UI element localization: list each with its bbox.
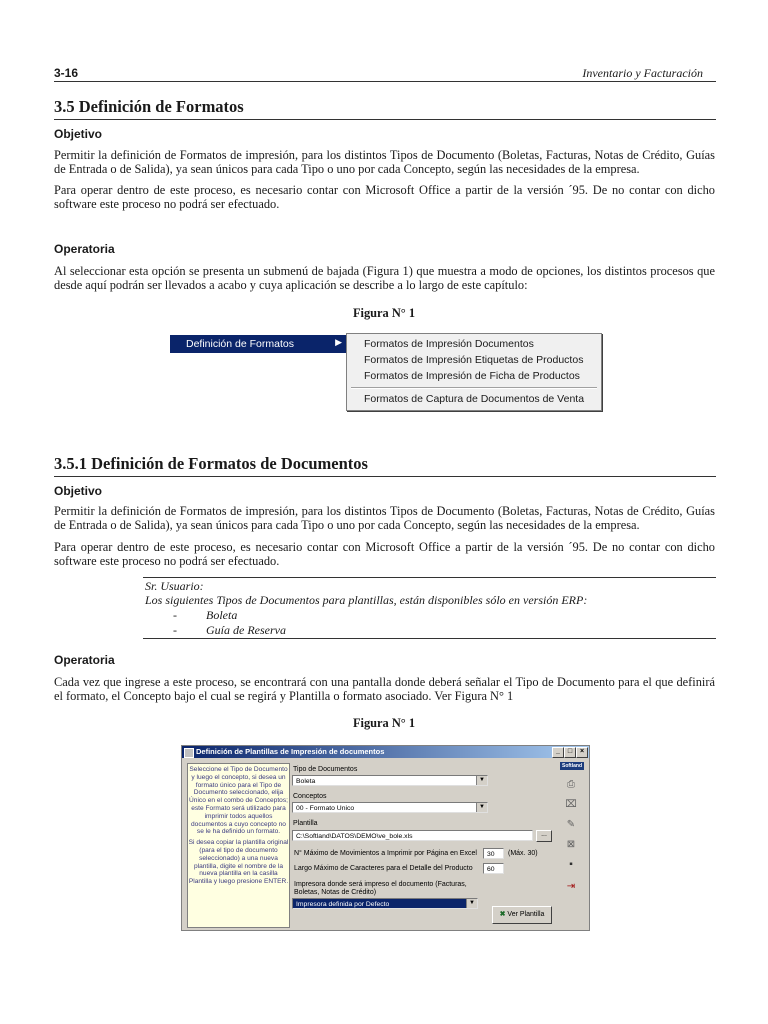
maximize-icon[interactable]: □: [564, 747, 576, 758]
chevron-down-icon[interactable]: ▼: [476, 803, 487, 812]
dialog-titlebar: [182, 746, 589, 758]
submenu-item[interactable]: Formatos de Impresión de Ficha de Productos: [364, 370, 580, 382]
tipo-value: Boleta: [296, 778, 316, 785]
user-note: [143, 577, 716, 639]
clear-icon[interactable]: ⌧: [565, 799, 577, 810]
impresora-label: Impresora donde será impreso el documento (Facturas, Boletas, Notas de Crédito): [294, 881, 467, 896]
plantilla-input[interactable]: C:\Softland\DATOS\DEMO\ve_bole.xls: [292, 830, 533, 841]
edit-icon[interactable]: ✎: [566, 819, 576, 830]
objetivo-paragraph-2: Para operar dentro de este proceso, es necesario contar con Microsoft Office a partir de la versión ´95. De no contar con dicho software este proceso no podrá ser efectuado.: [54, 540, 715, 568]
impresora-value: Impresora definida por Defecto: [296, 901, 390, 908]
objetivo-heading: Objetivo: [54, 484, 103, 498]
page-number: 3-16: [54, 66, 79, 80]
note-item: Boleta: [206, 608, 238, 622]
app-icon: [184, 748, 194, 758]
objetivo-paragraph-1: Permitir la definición de Formatos de impresión, para los distintos Tipos de Documento (Boletas, Facturas, Notas de Crédito, Guías de Entrada o de Salida), ya sean únicos para cada Tipo o uno por cada Concepto, según las necesidades de la empresa.: [54, 504, 715, 532]
section-title: 3.5 Definición de Formatos: [54, 97, 244, 116]
print-icon[interactable]: ⎙: [567, 779, 575, 790]
section-title-rule: [54, 119, 716, 120]
operatoria-heading: Operatoria: [54, 242, 115, 256]
chevron-down-icon[interactable]: ▼: [466, 899, 477, 908]
ver-plantilla-button[interactable]: [492, 906, 552, 924]
dialog-toolbar: [559, 760, 585, 926]
subsection-title-rule: [54, 476, 716, 477]
submenu-arrow-icon: ▶: [335, 337, 342, 347]
tipo-select[interactable]: [292, 775, 488, 786]
submenu-popup: [346, 333, 602, 411]
menu-item-definicion-formatos[interactable]: [170, 335, 346, 353]
largo-input[interactable]: 60: [483, 863, 504, 874]
tipo-label: Tipo de Documentos: [293, 766, 358, 773]
figure-caption-2: Figura N° 1: [352, 716, 416, 730]
max-movimientos-label: N° Máximo de Movimientos a Imprimir por Página en Excel: [294, 850, 477, 857]
note-line: Los siguientes Tipos de Documentos para plantillas, están disponibles sólo en versión ERP:: [145, 593, 588, 607]
max-movimientos-input[interactable]: 30: [483, 848, 504, 859]
save-icon[interactable]: ▪: [569, 859, 573, 870]
conceptos-label: Conceptos: [293, 793, 327, 800]
note-item: Guía de Reserva: [206, 623, 286, 637]
operatoria-heading: Operatoria: [54, 653, 115, 667]
close-icon[interactable]: ×: [576, 747, 588, 758]
header-rule: [54, 81, 716, 82]
softland-logo: Softland: [562, 763, 582, 769]
submenu-item[interactable]: Formatos de Impresión Etiquetas de Productos: [364, 354, 584, 366]
submenu-item[interactable]: Formatos de Impresión Documentos: [364, 338, 534, 350]
delete-icon[interactable]: ⊠: [566, 839, 576, 850]
excel-icon: ✖: [499, 911, 506, 918]
book-title: Inventario y Facturación: [582, 66, 703, 80]
subsection-title: 3.5.1 Definición de Formatos de Documentos: [54, 454, 368, 473]
submenu-item[interactable]: Formatos de Captura de Documentos de Venta: [364, 393, 585, 405]
menu-item-label: Definición de Formatos: [186, 338, 294, 350]
impresora-select[interactable]: [292, 898, 478, 909]
conceptos-select[interactable]: [292, 802, 488, 813]
exit-icon[interactable]: ⇥: [566, 881, 576, 892]
figure-caption-1: Figura N° 1: [352, 306, 416, 320]
largo-label: Largo Máximo de Caracteres para el Detalle del Producto: [294, 865, 473, 872]
browse-button[interactable]: ...: [536, 830, 552, 842]
help-text: Si desea copiar la plantilla original (para el tipo de documento seleccionado) a una nueva plantilla, digite el nombre de la nueva plantilla en la casilla Plantilla y luego presione ENTER.: [188, 839, 289, 886]
dialog-title: Definición de Plantillas de Impresión de documentos: [196, 747, 385, 756]
note-dash: -: [173, 608, 177, 622]
objetivo-paragraph-1: Permitir la definición de Formatos de impresión, para los distintos Tipos de Documento (Boletas, Facturas, Notas de Crédito, Guías de Entrada o de Salida), ya sean únicos para cada Tipo o uno por cada Concepto, según las necesidades de la empresa.: [54, 148, 715, 176]
operatoria-paragraph: Al seleccionar esta opción se presenta un submenú de bajada (Figura 1) que muestra a modo de opciones, los distintos procesos que desde aquí podrán ser llevados a acabo y cuya aplicación se describe a lo largo de este capítulo:: [54, 264, 715, 292]
plantilla-label: Plantilla: [293, 820, 318, 827]
menu-separator: [351, 387, 597, 389]
help-panel: [187, 763, 290, 928]
help-text: Seleccione el Tipo de Documento y luego el concepto, si desea un formato único para el Tipo de Documento seleccionado, elija Único en el combo de Conceptos; este Formato será utilizado para imprimir todos aquellos documentos a cuyo concepto no se le ha definido un formato.: [189, 766, 288, 836]
max-movimientos-hint: (Máx. 30): [508, 850, 538, 857]
note-dash: -: [173, 623, 177, 637]
minimize-icon[interactable]: _: [552, 747, 564, 758]
plantillas-dialog: [181, 745, 590, 931]
operatoria-paragraph: Cada vez que ingrese a este proceso, se encontrará con una pantalla donde deberá señalar el Tipo de Documento para el que definirá el formato, el Concepto bajo el cual se regirá y Plantilla o formato asociado. Ver Figura N° 1: [54, 675, 715, 703]
objetivo-paragraph-2: Para operar dentro de este proceso, es necesario contar con Microsoft Office a partir de la versión ´95. De no contar con dicho software este proceso no podrá ser efectuado.: [54, 183, 715, 211]
note-line: Sr. Usuario:: [145, 579, 204, 593]
chevron-down-icon[interactable]: ▼: [476, 776, 487, 785]
conceptos-value: 00 - Formato Unico: [296, 805, 355, 812]
ver-plantilla-label: Ver Plantilla: [507, 911, 545, 918]
objetivo-heading: Objetivo: [54, 127, 103, 141]
